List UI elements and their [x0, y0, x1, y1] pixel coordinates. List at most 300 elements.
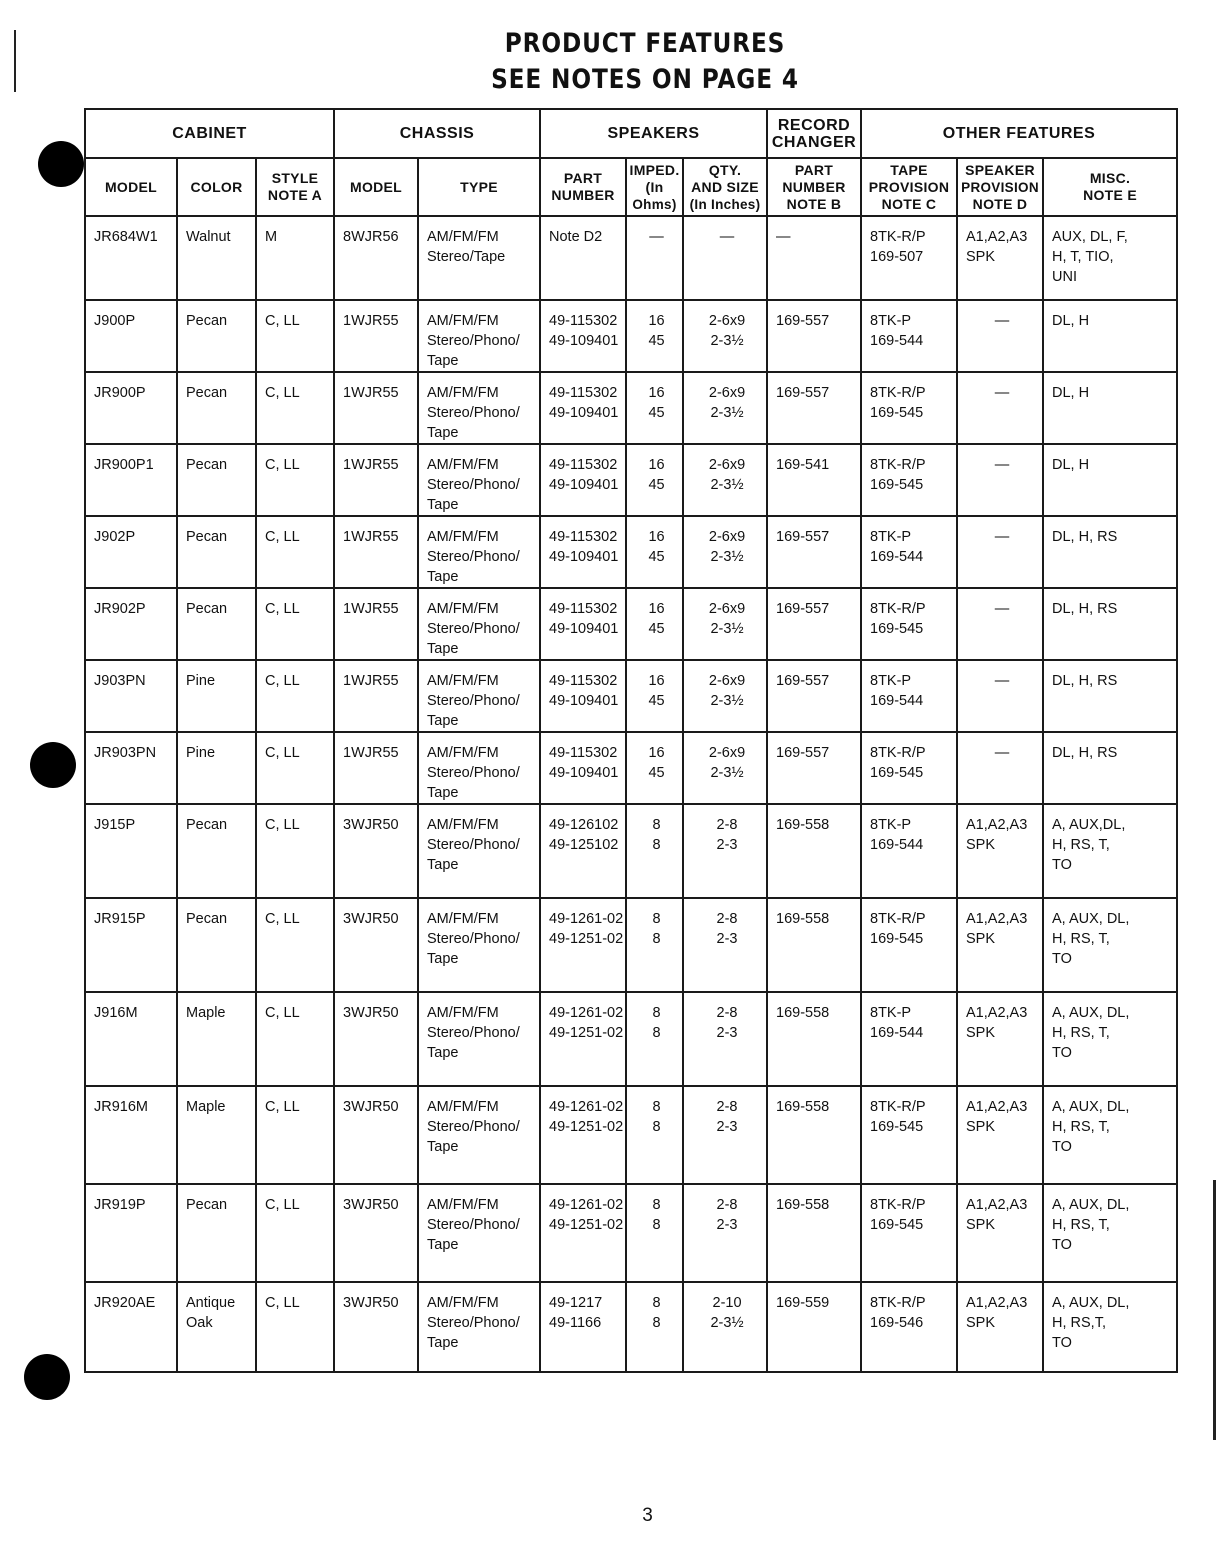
page-subtitle: SEE NOTES ON PAGE 4: [491, 64, 799, 95]
cell-misc-line: H, RS, T,: [1052, 1217, 1110, 1233]
cell-changer-part: 169-558: [767, 804, 861, 898]
cell-misc-line: H, RS, T,: [1052, 931, 1110, 947]
binder-hole-bottom: [24, 1354, 70, 1400]
cell-misc: [1043, 804, 1177, 898]
cell-qty-size-line: 2-6x9: [708, 601, 746, 617]
cell-qty-size: [683, 898, 767, 992]
cell-part-number-line: 49-125102: [549, 837, 619, 853]
cell-chassis-model: 3WJR50: [334, 1184, 418, 1282]
cell-part-number: [540, 732, 626, 804]
cell-part-number-line: 49-109401: [549, 693, 619, 709]
cell-qty-size: [683, 1086, 767, 1184]
cell-impedance: [626, 588, 683, 660]
cell-impedance-line: 8: [652, 837, 661, 853]
cell-qty-size-line: 2-6x9: [708, 457, 746, 473]
col-header-part-number: PART NUMBER: [540, 158, 626, 216]
cell-part-number-line: 49-109401: [549, 765, 619, 781]
group-header-other-features: OTHER FEATURES: [861, 109, 1177, 158]
cell-type-line: Tape: [427, 641, 459, 657]
cell-tape-provision-line: 169-545: [870, 1217, 924, 1233]
cell-speaker-provision: [957, 804, 1043, 898]
cell-model: JR900P: [85, 372, 177, 444]
table-row: [85, 444, 1177, 516]
cell-tape-provision-line: 169-544: [870, 333, 924, 349]
cell-qty-size-line: 2-3½: [710, 333, 744, 349]
cell-style: M: [256, 216, 334, 300]
cell-tape-provision-line: 8TK-R/P: [870, 1295, 926, 1311]
cell-speaker-provision: [957, 992, 1043, 1086]
cell-tape-provision-line: 8TK-R/P: [870, 601, 926, 617]
cell-impedance-line: 45: [648, 621, 665, 637]
cell-tape-provision: [861, 444, 957, 516]
cell-impedance: [626, 372, 683, 444]
cell-qty-size: [683, 1282, 767, 1372]
cell-model: JR684W1: [85, 216, 177, 300]
cell-misc-line: A, AUX, DL,: [1052, 1099, 1130, 1115]
cell-type: [418, 588, 540, 660]
cell-part-number: [540, 1086, 626, 1184]
cell-tape-provision-line: 8TK-P: [870, 1005, 912, 1021]
cell-impedance: [626, 992, 683, 1086]
cell-part-number: [540, 1184, 626, 1282]
cell-part-number-line: 49-109401: [549, 477, 619, 493]
cell-chassis-model: 8WJR56: [334, 216, 418, 300]
cell-impedance-line: 16: [648, 457, 665, 473]
cell-speaker-provision-line: SPK: [966, 837, 996, 853]
cell-chassis-model: 3WJR50: [334, 804, 418, 898]
table-body: [85, 216, 1177, 1372]
cell-misc: [1043, 588, 1177, 660]
cell-type-line: Tape: [427, 857, 459, 873]
cell-type: [418, 444, 540, 516]
cell-tape-provision: [861, 216, 957, 300]
cell-part-number-line: Note D2: [549, 229, 603, 245]
cell-speaker-provision-line: —: [994, 313, 1010, 329]
cell-qty-size-line: 2-3½: [710, 621, 744, 637]
cell-color-line: Antique: [186, 1295, 236, 1311]
cell-type: [418, 216, 540, 300]
cell-type: [418, 732, 540, 804]
cell-speaker-provision-line: SPK: [966, 931, 996, 947]
table-row: [85, 216, 1177, 300]
cell-color: [177, 804, 256, 898]
cell-tape-provision: [861, 372, 957, 444]
cell-style: C, LL: [256, 372, 334, 444]
cell-model: JR920AE: [85, 1282, 177, 1372]
cell-type: [418, 1282, 540, 1372]
col-header-type: TYPE: [418, 158, 540, 216]
cell-part-number: [540, 660, 626, 732]
cell-impedance-line: 8: [652, 817, 661, 833]
cell-color: [177, 1282, 256, 1372]
cell-qty-size-line: 2-8: [716, 1197, 738, 1213]
cell-type-line: Stereo/Phono/: [427, 477, 520, 493]
cell-style: C, LL: [256, 898, 334, 992]
cell-style: C, LL: [256, 516, 334, 588]
cell-part-number-line: 49-115302: [549, 529, 618, 545]
cell-chassis-model: 1WJR55: [334, 516, 418, 588]
col-header-misc: MISC. NOTE E: [1043, 158, 1177, 216]
cell-part-number: [540, 216, 626, 300]
cell-part-number-line: 49-1166: [549, 1315, 602, 1331]
cell-impedance: [626, 1086, 683, 1184]
cell-type-line: AM/FM/FM: [427, 457, 499, 473]
cell-type-line: Tape: [427, 425, 459, 441]
cell-changer-part: 169-558: [767, 992, 861, 1086]
cell-impedance-line: 16: [648, 601, 665, 617]
cell-qty-size-line: 2-3½: [710, 693, 744, 709]
cell-impedance-line: 45: [648, 333, 665, 349]
cell-type-line: Stereo/Phono/: [427, 1217, 520, 1233]
col-header-qty-size: QTY. AND SIZE (In Inches): [683, 158, 767, 216]
cell-qty-size: [683, 588, 767, 660]
table-row: [85, 660, 1177, 732]
cell-qty-size-line: 2-3½: [710, 765, 744, 781]
col-header-changer-part-number: PART NUMBER NOTE B: [767, 158, 861, 216]
cell-chassis-model: 1WJR55: [334, 660, 418, 732]
cell-type-line: Tape: [427, 713, 459, 729]
cell-part-number-line: 49-109401: [549, 549, 619, 565]
cell-impedance-line: 16: [648, 745, 665, 761]
cell-qty-size: [683, 516, 767, 588]
cell-part-number-line: 49-1251-02: [549, 1025, 624, 1041]
cell-misc-line: DL, H: [1052, 313, 1090, 329]
cell-changer-part: 169-557: [767, 516, 861, 588]
cell-part-number-line: 49-109401: [549, 405, 619, 421]
cell-part-number-line: 49-1261-02: [549, 1005, 624, 1021]
cell-misc-line: DL, H: [1052, 385, 1090, 401]
group-header-speakers: SPEAKERS: [540, 109, 767, 158]
cell-tape-provision-line: 169-545: [870, 765, 924, 781]
cell-part-number-line: 49-115302: [549, 385, 618, 401]
cell-speaker-provision-line: A1,A2,A3: [966, 1295, 1028, 1311]
cell-speaker-provision-line: SPK: [966, 249, 996, 265]
cell-part-number-line: 49-109401: [549, 333, 619, 349]
table-row: [85, 372, 1177, 444]
scan-edge-mark-left: [14, 30, 16, 92]
cell-tape-provision-line: 169-545: [870, 405, 924, 421]
cell-impedance: [626, 804, 683, 898]
cell-speaker-provision-line: —: [994, 529, 1010, 545]
cell-tape-provision: [861, 300, 957, 372]
cell-impedance-line: 8: [652, 1315, 661, 1331]
cell-qty-size-line: 2-6x9: [708, 745, 746, 761]
cell-chassis-model: 1WJR55: [334, 732, 418, 804]
cell-impedance: [626, 1184, 683, 1282]
cell-part-number-line: 49-1261-02: [549, 1197, 624, 1213]
cell-changer-part: 169-557: [767, 372, 861, 444]
cell-tape-provision-line: 8TK-R/P: [870, 229, 926, 245]
table-row: [85, 804, 1177, 898]
cell-misc: [1043, 660, 1177, 732]
cell-color-line: Pecan: [186, 601, 228, 617]
cell-part-number: [540, 1282, 626, 1372]
cell-type-line: Tape: [427, 1045, 459, 1061]
cell-color-line: Pecan: [186, 457, 228, 473]
cell-style: C, LL: [256, 444, 334, 516]
cell-misc: [1043, 516, 1177, 588]
cell-model: JR916M: [85, 1086, 177, 1184]
scan-edge-mark-right: [1213, 1180, 1216, 1440]
cell-tape-provision-line: 8TK-R/P: [870, 911, 926, 927]
cell-tape-provision-line: 169-545: [870, 477, 924, 493]
cell-qty-size-line: 2-6x9: [708, 385, 746, 401]
cell-qty-size: [683, 660, 767, 732]
cell-changer-part: 169-558: [767, 1184, 861, 1282]
cell-qty-size: [683, 804, 767, 898]
cell-changer-part: 169-559: [767, 1282, 861, 1372]
cell-speaker-provision-line: SPK: [966, 1217, 996, 1233]
cell-part-number-line: 49-115302: [549, 745, 618, 761]
cell-type: [418, 660, 540, 732]
cell-impedance: [626, 444, 683, 516]
cell-speaker-provision: [957, 1086, 1043, 1184]
table-row: [85, 1184, 1177, 1282]
cell-type-line: Stereo/Phono/: [427, 837, 520, 853]
cell-type-line: Stereo/Phono/: [427, 765, 520, 781]
cell-part-number-line: 49-115302: [549, 673, 618, 689]
cell-tape-provision-line: 8TK-R/P: [870, 1197, 926, 1213]
cell-part-number-line: 49-115302: [549, 457, 618, 473]
cell-misc-line: A, AUX, DL,: [1052, 911, 1130, 927]
cell-impedance-line: 16: [648, 313, 665, 329]
cell-color: [177, 300, 256, 372]
cell-tape-provision-line: 169-544: [870, 1025, 924, 1041]
cell-misc-line: DL, H: [1052, 457, 1090, 473]
cell-tape-provision: [861, 588, 957, 660]
cell-qty-size: [683, 300, 767, 372]
cell-type-line: Stereo/Phono/: [427, 931, 520, 947]
cell-changer-part: 169-558: [767, 898, 861, 992]
cell-misc-line: DL, H, RS: [1052, 529, 1118, 545]
cell-model: JR919P: [85, 1184, 177, 1282]
table-row: [85, 1086, 1177, 1184]
cell-impedance: [626, 1282, 683, 1372]
cell-type-line: AM/FM/FM: [427, 601, 499, 617]
cell-speaker-provision-line: —: [994, 673, 1010, 689]
cell-impedance-line: 8: [652, 1005, 661, 1021]
cell-chassis-model: 3WJR50: [334, 992, 418, 1086]
cell-type-line: Tape: [427, 951, 459, 967]
cell-tape-provision: [861, 660, 957, 732]
cell-type-line: Tape: [427, 1139, 459, 1155]
cell-changer-part: 169-558: [767, 1086, 861, 1184]
cell-type: [418, 992, 540, 1086]
cell-qty-size-line: 2-6x9: [708, 313, 746, 329]
product-features-table: [84, 108, 1178, 1373]
cell-changer-part: —: [767, 216, 861, 300]
cell-type: [418, 1086, 540, 1184]
group-header-chassis: CHASSIS: [334, 109, 540, 158]
cell-impedance-line: 45: [648, 405, 665, 421]
cell-impedance-line: 8: [652, 1119, 661, 1135]
cell-qty-size-line: 2-3: [716, 1025, 738, 1041]
cell-speaker-provision-line: A1,A2,A3: [966, 1197, 1028, 1213]
table-row: [85, 588, 1177, 660]
cell-impedance-line: 8: [652, 1217, 661, 1233]
cell-color: [177, 1184, 256, 1282]
cell-model: J903PN: [85, 660, 177, 732]
col-header-chassis-model: MODEL: [334, 158, 418, 216]
cell-speaker-provision-line: A1,A2,A3: [966, 229, 1028, 245]
cell-misc-line: A, AUX,DL,: [1052, 817, 1126, 833]
cell-chassis-model: 3WJR50: [334, 1086, 418, 1184]
cell-impedance-line: 8: [652, 1099, 661, 1115]
cell-qty-size: [683, 992, 767, 1086]
cell-style: C, LL: [256, 1282, 334, 1372]
cell-impedance-line: 45: [648, 765, 665, 781]
cell-misc: [1043, 992, 1177, 1086]
cell-speaker-provision: [957, 660, 1043, 732]
col-header-model: MODEL: [85, 158, 177, 216]
cell-speaker-provision-line: SPK: [966, 1315, 996, 1331]
cell-changer-part: 169-557: [767, 732, 861, 804]
cell-tape-provision-line: 8TK-R/P: [870, 745, 926, 761]
cell-tape-provision: [861, 516, 957, 588]
cell-speaker-provision: [957, 444, 1043, 516]
cell-model: JR900P1: [85, 444, 177, 516]
cell-tape-provision-line: 169-507: [870, 249, 924, 265]
cell-part-number-line: 49-1251-02: [549, 1217, 624, 1233]
cell-qty-size: [683, 1184, 767, 1282]
cell-qty-size-line: 2-3: [716, 931, 738, 947]
cell-color: [177, 588, 256, 660]
cell-type-line: Tape: [427, 785, 459, 801]
cell-misc: [1043, 1282, 1177, 1372]
cell-color: [177, 216, 256, 300]
cell-type-line: Stereo/Phono/: [427, 621, 520, 637]
cell-color-line: Oak: [186, 1315, 213, 1331]
cell-tape-provision-line: 169-544: [870, 549, 924, 565]
cell-speaker-provision: [957, 216, 1043, 300]
cell-speaker-provision-line: SPK: [966, 1119, 996, 1135]
cell-part-number: [540, 804, 626, 898]
col-header-speaker-provision: SPEAKER PROVISION NOTE D: [957, 158, 1043, 216]
cell-changer-part: 169-557: [767, 300, 861, 372]
record-changer-line1: RECORD: [777, 116, 851, 134]
cell-type: [418, 516, 540, 588]
cell-misc-line: A, AUX, DL,: [1052, 1005, 1130, 1021]
cell-qty-size-line: 2-8: [716, 817, 738, 833]
table-row: [85, 732, 1177, 804]
cell-color-line: Pecan: [186, 911, 228, 927]
cell-type: [418, 300, 540, 372]
cell-model: JR915P: [85, 898, 177, 992]
cell-tape-provision: [861, 1086, 957, 1184]
binder-hole-middle: [30, 742, 76, 788]
cell-speaker-provision-line: —: [994, 457, 1010, 473]
table-row: [85, 898, 1177, 992]
cell-misc-line: H, RS, T,: [1052, 1119, 1110, 1135]
cell-speaker-provision: [957, 1282, 1043, 1372]
cell-misc-line: UNI: [1052, 269, 1077, 285]
cell-speaker-provision-line: SPK: [966, 1025, 996, 1041]
cell-color-line: Maple: [186, 1005, 226, 1021]
cell-misc-line: DL, H, RS: [1052, 673, 1118, 689]
cell-tape-provision-line: 169-544: [870, 693, 924, 709]
cell-speaker-provision-line: —: [994, 745, 1010, 761]
cell-tape-provision: [861, 732, 957, 804]
cell-speaker-provision-line: —: [994, 601, 1010, 617]
cell-qty-size-line: 2-3: [716, 1217, 738, 1233]
cell-part-number-line: 49-1217: [549, 1295, 603, 1311]
cell-tape-provision: [861, 804, 957, 898]
cell-qty-size-line: 2-8: [716, 911, 738, 927]
cell-speaker-provision-line: A1,A2,A3: [966, 1005, 1028, 1021]
cell-tape-provision-line: 8TK-P: [870, 817, 912, 833]
cell-impedance-line: 8: [652, 911, 661, 927]
cell-misc-line: TO: [1052, 1045, 1072, 1061]
cell-type: [418, 372, 540, 444]
cell-misc: [1043, 372, 1177, 444]
cell-type-line: AM/FM/FM: [427, 1005, 499, 1021]
cell-type-line: Tape: [427, 569, 459, 585]
cell-color-line: Pecan: [186, 1197, 228, 1213]
cell-type-line: AM/FM/FM: [427, 911, 499, 927]
cell-type-line: AM/FM/FM: [427, 1197, 499, 1213]
cell-type-line: AM/FM/FM: [427, 529, 499, 545]
cell-misc-line: TO: [1052, 1139, 1072, 1155]
binder-hole-top: [38, 141, 84, 187]
cell-qty-size-line: 2-6x9: [708, 529, 746, 545]
table-row: [85, 300, 1177, 372]
cell-type-line: Tape: [427, 1335, 459, 1351]
cell-misc: [1043, 444, 1177, 516]
cell-misc-line: H, RS,T,: [1052, 1315, 1106, 1331]
cell-tape-provision-line: 8TK-R/P: [870, 1099, 926, 1115]
cell-type-line: Tape: [427, 1237, 459, 1253]
cell-qty-size-line: 2-6x9: [708, 673, 746, 689]
cell-impedance-line: 8: [652, 931, 661, 947]
cell-type-line: AM/FM/FM: [427, 229, 499, 245]
group-header-row: [85, 109, 1177, 158]
cell-color: [177, 898, 256, 992]
cell-style: C, LL: [256, 588, 334, 660]
cell-model: JR902P: [85, 588, 177, 660]
column-header-row: [85, 158, 1177, 216]
cell-part-number-line: 49-115302: [549, 601, 618, 617]
cell-qty-size-line: 2-3: [716, 837, 738, 853]
cell-tape-provision-line: 169-544: [870, 837, 924, 853]
cell-qty-size: [683, 732, 767, 804]
cell-color: [177, 992, 256, 1086]
cell-style: C, LL: [256, 660, 334, 732]
cell-qty-size-line: 2-3½: [710, 405, 744, 421]
cell-type-line: AM/FM/FM: [427, 1099, 499, 1115]
cell-impedance-line: —: [649, 229, 664, 245]
group-header-cabinet: CABINET: [85, 109, 334, 158]
cell-qty-size-line: 2-3: [716, 1119, 738, 1135]
cell-part-number-line: 49-1261-02: [549, 911, 624, 927]
cell-color: [177, 660, 256, 732]
cell-chassis-model: 1WJR55: [334, 372, 418, 444]
cell-changer-part: 169-557: [767, 588, 861, 660]
cell-part-number: [540, 992, 626, 1086]
cell-color-line: Pecan: [186, 313, 228, 329]
cell-misc-line: H, RS, T,: [1052, 837, 1110, 853]
cell-color-line: Pine: [186, 745, 216, 761]
cell-type-line: Tape: [427, 497, 459, 513]
cell-qty-size: [683, 372, 767, 444]
cell-color: [177, 372, 256, 444]
cell-part-number: [540, 516, 626, 588]
cell-misc-line: H, T, TIO,: [1052, 249, 1114, 265]
cell-style: C, LL: [256, 804, 334, 898]
cell-qty-size: [683, 216, 767, 300]
cell-impedance-line: 16: [648, 529, 665, 545]
cell-tape-provision-line: 169-545: [870, 621, 924, 637]
cell-part-number-line: 49-115302: [549, 313, 618, 329]
